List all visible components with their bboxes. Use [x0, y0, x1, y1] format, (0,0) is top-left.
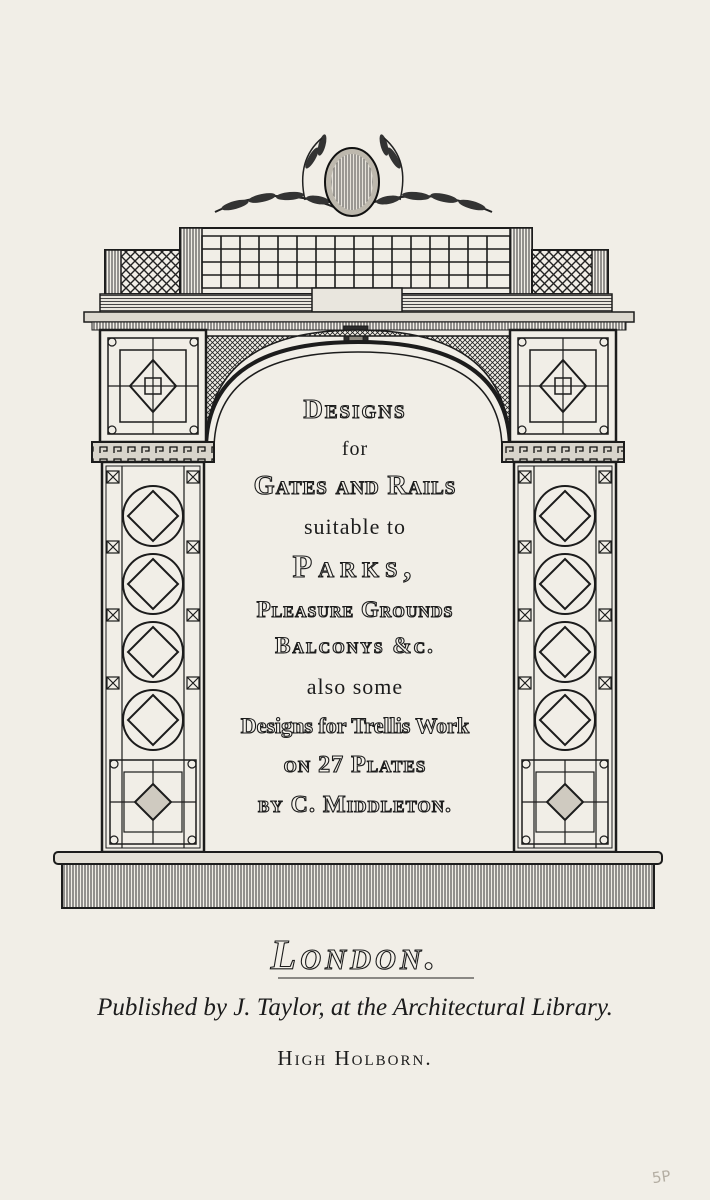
arch-spandrels [206, 330, 510, 450]
title-line-suitable-to: suitable to [303, 514, 407, 539]
wreath-crest-icon [215, 133, 492, 216]
title-line-gates-and-rails: Gates and Rails [253, 470, 457, 500]
top-lattice-parapet [105, 228, 608, 294]
imprint-address: High Holborn. [277, 1046, 433, 1070]
title-line-parks: Parks, [292, 548, 418, 584]
base-plinth [54, 852, 662, 908]
title-line-trellis-work: Designs for Trellis Work [240, 713, 470, 738]
title-line-balconys: Balconys &c. [275, 633, 435, 658]
pencil-shelf-mark: 5P [650, 1166, 672, 1188]
title-line-designs: Designs [303, 394, 407, 424]
title-line-author: by C. Middleton. [258, 792, 452, 818]
title-line-also-some: also some [306, 674, 404, 699]
title-line-plates: on 27 Plates [283, 752, 427, 778]
title-line-for: for [341, 438, 369, 460]
imprint-city: London. [270, 933, 440, 979]
imprint-publisher: Published by J. Taylor, at the Architectural Library. [97, 994, 613, 1021]
title-line-pleasure-grounds: Pleasure Grounds [256, 597, 454, 622]
